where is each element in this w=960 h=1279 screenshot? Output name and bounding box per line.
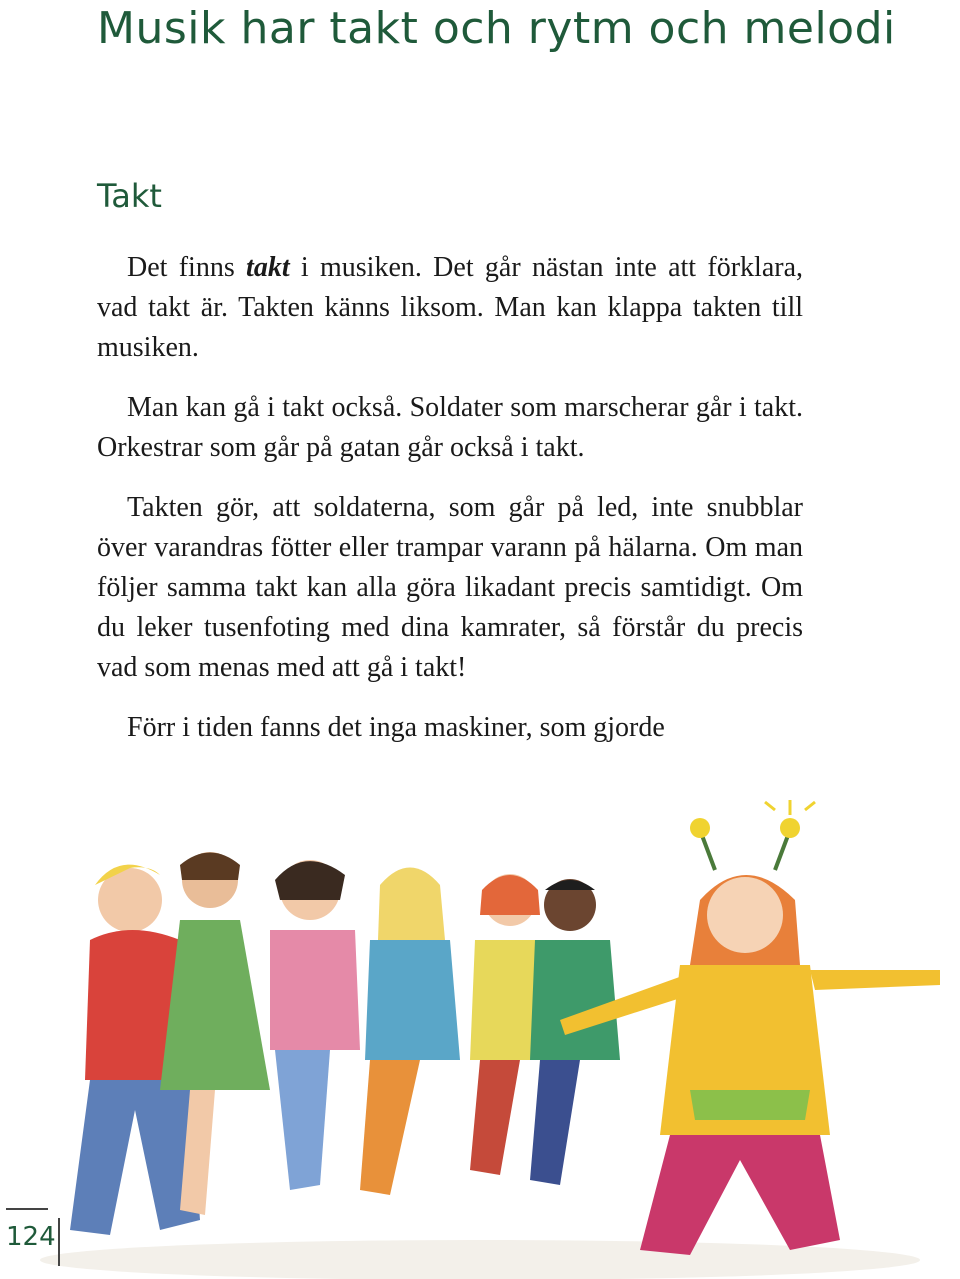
page-title: Musik har takt och rytm och melodi xyxy=(97,3,896,54)
paragraph: Takten gör, att soldaterna, som går på led, inte snubblar över varandras fötter eller trampar varann på hälarna. Om man följer samma takt kan alla göra likadant precis samtidigt. Om du leker tusenfoting med dina kamrater, så förstår du precis vad som menas med att gå i takt! xyxy=(97,492,803,683)
body-text xyxy=(97,248,803,768)
page-number-divider xyxy=(58,1218,60,1266)
paragraph: Förr i tiden fanns det inga maskiner, som gjorde xyxy=(127,712,665,743)
sparkle-decoration xyxy=(765,800,815,815)
paragraph: Det finns takt i musiken. Det går nästan inte att förklara, vad takt är. Takten känns liksom. Man kan klappa takten till musiken. xyxy=(97,252,803,363)
child-figure xyxy=(530,879,620,1185)
child-figure xyxy=(360,868,460,1196)
child-figure xyxy=(270,860,360,1190)
children-dancing-illustration xyxy=(0,790,960,1279)
section-heading: Takt xyxy=(97,177,162,215)
page-number-rule xyxy=(6,1208,48,1210)
page-number: 124 xyxy=(6,1222,56,1252)
paragraph: Man kan gå i takt också. Soldater som marscherar går i takt. Orkestrar som går på gatan går också i takt. xyxy=(97,392,803,463)
